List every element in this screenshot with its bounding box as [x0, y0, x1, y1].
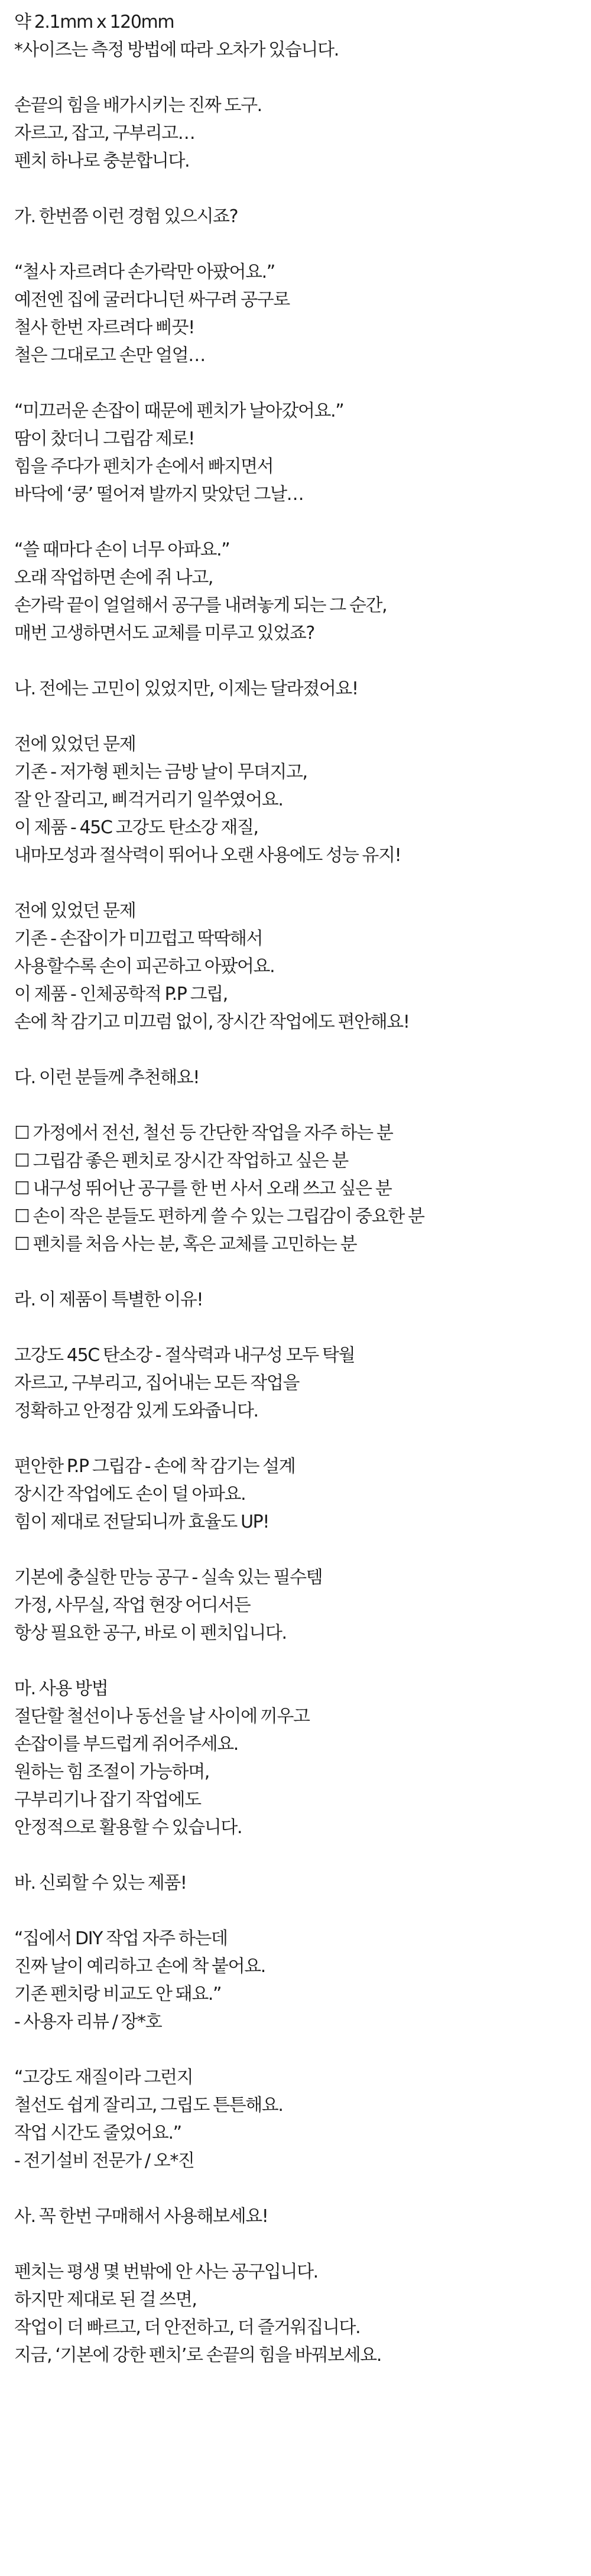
paragraph [14, 897, 577, 1036]
text-line: 기본에 충실한 만능 공구 - 실속 있는 필수템 [14, 1567, 323, 1588]
text-line: “미끄러운 손잡이 때문에 펜치가 날아갔어요.” [14, 401, 344, 421]
paragraph [14, 8, 577, 64]
paragraph [14, 258, 577, 369]
text-line: 절단할 철선이나 동선을 날 사이에 끼우고 [14, 1706, 310, 1727]
paragraph [14, 675, 577, 703]
text-line: 라. 이 제품이 특별한 이유! [14, 1289, 203, 1310]
text-line: 철선도 쉽게 잘리고, 그립도 튼튼해요. [14, 2095, 283, 2116]
text-line: 자르고, 잡고, 구부리고… [14, 123, 195, 144]
paragraph [14, 1286, 577, 1314]
text-line: 잘 안 잘리고, 삐걱거리기 일쑤였어요. [14, 790, 283, 810]
text-line: 바. 신뢰할 수 있는 제품! [14, 1873, 187, 1893]
paragraph [14, 1341, 577, 1425]
text-line: 진짜 날이 예리하고 손에 착 붙어요. [14, 1956, 265, 1977]
text-line: 항상 필요한 공구, 바로 이 펜치입니다. [14, 1623, 287, 1643]
text-line: - 사용자 리뷰 / 장*호 [14, 2012, 162, 2032]
paragraph [14, 730, 577, 869]
text-line: ☐ 손이 작은 분들도 편하게 쓸 수 있는 그립감이 중요한 분 [14, 1206, 424, 1227]
text-line: 장시간 작업에도 손이 덜 아파요. [14, 1484, 246, 1505]
text-line: ☐ 그립감 좋은 펜치로 장시간 작업하고 싶은 분 [14, 1151, 348, 1171]
paragraph [14, 2064, 577, 2175]
paragraph [14, 1869, 577, 1897]
text-line: 다. 이런 분들께 추천해요! [14, 1067, 199, 1088]
text-line: 정확하고 안정감 있게 도와줍니다. [14, 1401, 258, 1421]
text-line: 지금, ‘기본에 강한 펜치’로 손끝의 힘을 바꿔보세요. [14, 2345, 381, 2366]
text-line: 안정적으로 활용할 수 있습니다. [14, 1817, 242, 1838]
text-line: 나. 전에는 고민이 있었지만, 이제는 달라졌어요! [14, 678, 358, 699]
text-line: 마. 사용 방법 [14, 1678, 108, 1699]
text-line: 구부리기나 잡기 작업에도 [14, 1789, 201, 1810]
text-line: ☐ 펜치를 처음 사는 분, 혹은 교체를 고민하는 분 [14, 1234, 357, 1255]
text-line: 손에 착 감기고 미끄럼 없이, 장시간 작업에도 편안해요! [14, 1012, 410, 1032]
text-line: 편안한 P.P 그립감 - 손에 착 감기는 설계 [14, 1456, 296, 1477]
text-line: 힘이 제대로 전달되니까 효율도 UP! [14, 1512, 269, 1532]
paragraph [14, 1564, 577, 1647]
text-line: 작업이 더 빠르고, 더 안전하고, 더 즐거워집니다. [14, 2317, 361, 2338]
text-line: 전에 있었던 문제 [14, 734, 136, 755]
text-line: 약 2.1mm x 120mm [14, 12, 174, 33]
text-line: 펜치는 평생 몇 번밖에 안 사는 공구입니다. [14, 2262, 318, 2282]
text-line: 원하는 힘 조절이 가능하며, [14, 1762, 209, 1782]
text-line: 예전엔 집에 굴러다니던 싸구려 공구로 [14, 290, 290, 310]
text-line: 바닥에 ‘쿵’ 떨어져 발까지 맞았던 그날… [14, 484, 304, 505]
text-line: 손끝의 힘을 배가시키는 진짜 도구. [14, 95, 262, 116]
paragraph [14, 92, 577, 175]
text-line: 자르고, 구부리고, 집어내는 모든 작업을 [14, 1373, 300, 1393]
paragraph [14, 203, 577, 230]
text-line: *사이즈는 측정 방법에 따라 오차가 있습니다. [14, 40, 339, 60]
paragraph [14, 397, 577, 508]
text-line: 손가락 끝이 얼얼해서 공구를 내려놓게 되는 그 순간, [14, 595, 387, 616]
text-line: 사용할수록 손이 피곤하고 아팠어요. [14, 956, 275, 977]
text-line: ☐ 내구성 뛰어난 공구를 한 번 사서 오래 쓰고 싶은 분 [14, 1178, 392, 1199]
text-line: 힘을 주다가 펜치가 손에서 빠지면서 [14, 456, 274, 477]
text-line: 이 제품 - 인체공학적 P.P 그립, [14, 984, 228, 1005]
text-line: 펜치 하나로 충분합니다. [14, 151, 190, 171]
text-line: 철은 그대로고 손만 얼얼… [14, 345, 205, 366]
paragraph [14, 2258, 577, 2369]
text-line: 고강도 45C 탄소강 - 절삭력과 내구성 모두 탁월 [14, 1345, 355, 1366]
text-line: “쓸 때마다 손이 너무 아파요.” [14, 540, 230, 560]
text-line: 내마모성과 절삭력이 뛰어나 오랜 사용에도 성능 유지! [14, 845, 401, 866]
text-line: “철사 자르려다 손가락만 아팠어요.” [14, 262, 275, 282]
text-line: 전에 있었던 문제 [14, 901, 136, 921]
text-line: ☐ 가정에서 전선, 철선 등 간단한 작업을 자주 하는 분 [14, 1123, 393, 1144]
text-line: “집에서 DIY 작업 자주 하는데 [14, 1928, 228, 1949]
text-line: 기존 - 저가형 펜치는 금방 날이 무뎌지고, [14, 762, 307, 782]
text-line: - 전기설비 전문가 / 오*진 [14, 2151, 194, 2171]
text-line: 기존 펜치랑 비교도 안 돼요.” [14, 1984, 222, 2005]
text-line: 손잡이를 부드럽게 쥐어주세요. [14, 1734, 238, 1755]
text-line: 철사 한번 자르려다 삐끗! [14, 317, 194, 338]
text-line: 사. 꼭 한번 구매해서 사용해보세요! [14, 2206, 268, 2227]
text-line: 땀이 찼더니 그립감 제로! [14, 428, 194, 449]
text-line: 가. 한번쯤 이런 경험 있으시죠? [14, 206, 238, 227]
text-line: 하지만 제대로 된 걸 쓰면, [14, 2289, 197, 2310]
text-line: “고강도 재질이라 그런지 [14, 2067, 193, 2088]
paragraph [14, 1925, 577, 2036]
text-line: 가정, 사무실, 작업 현장 어디서든 [14, 1595, 251, 1616]
text-line: 기존 - 손잡이가 미끄럽고 딱딱해서 [14, 928, 263, 949]
paragraph [14, 1453, 577, 1536]
text-line: 오래 작업하면 손에 쥐 나고, [14, 567, 213, 588]
paragraph [14, 1675, 577, 1841]
paragraph [14, 1064, 577, 1092]
text-line: 매번 고생하면서도 교체를 미루고 있었죠? [14, 623, 314, 644]
paragraph [14, 2203, 577, 2230]
text-line: 이 제품 - 45C 고강도 탄소강 재질, [14, 817, 258, 838]
text-line: 작업 시간도 줄었어요.” [14, 2123, 181, 2143]
paragraph [14, 1119, 577, 1258]
paragraph [14, 536, 577, 647]
